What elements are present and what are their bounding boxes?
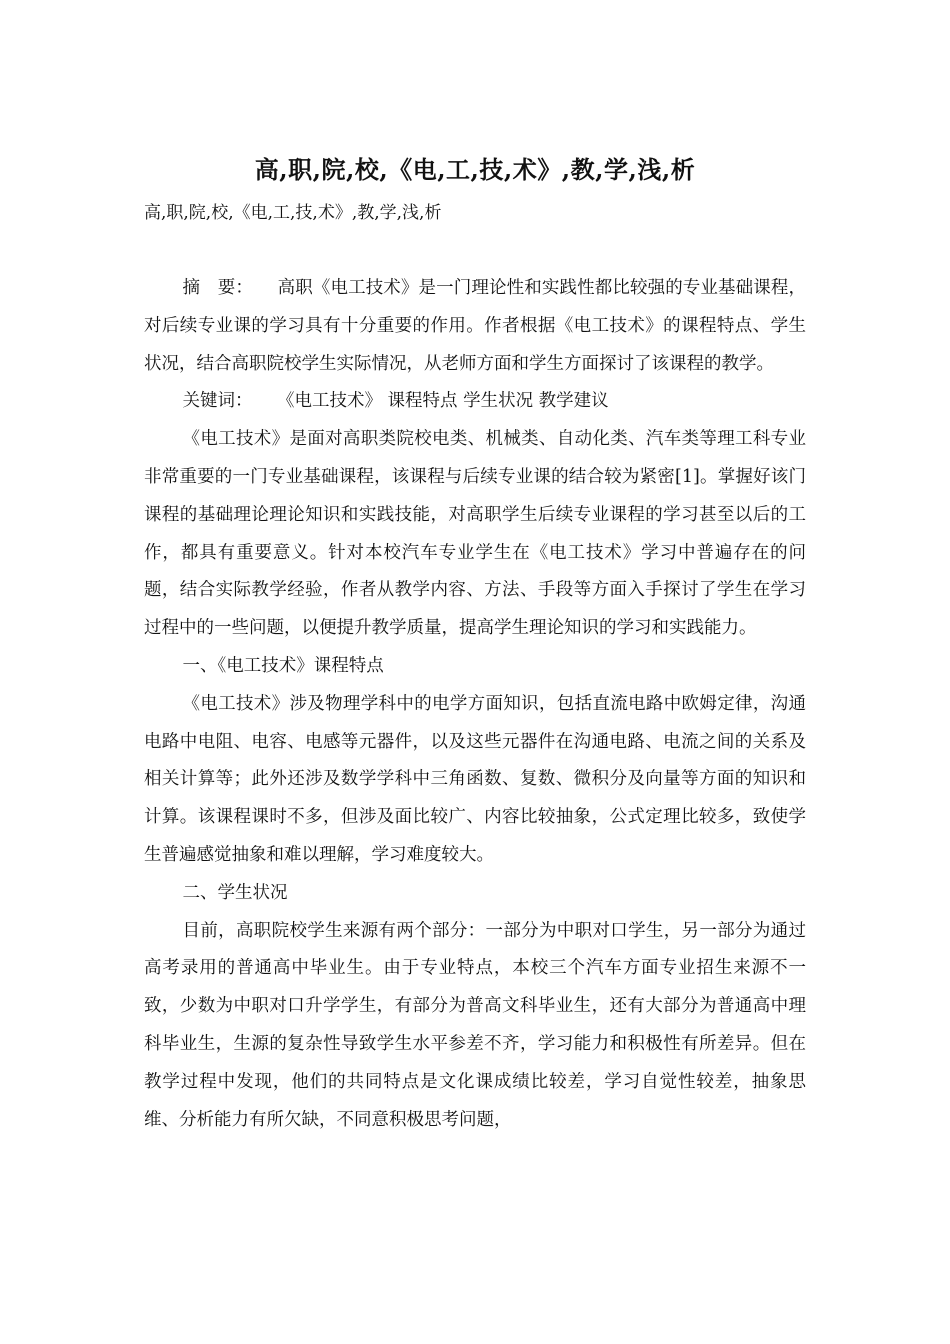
- section1-paragraph: 《电工技术》涉及物理学科中的电学方面知识，包括直流电路中欧姆定律，沟通电路中电阻、电容、电感等元器件，以及这些元器件在沟通电路、电流之间的关系及相关计算等；此外还涉及数学学科中三角函数、复数、微积分及向量等方面的知识和计算。该课程课时不多，但涉及面比较广、内容比较抽象，公式定理比较多，致使学生普遍感觉抽象和难以理解，学习难度较大。: [144, 693, 806, 865]
- section2-paragraph: 目前，高职院校学生来源有两个部分：一部分为中职对口学生，另一部分为通过高考录用的普通高中毕业生。由于专业特点，本校三个汽车方面专业招生来源不一致，少数为中职对口升学学生，有部分为普高文科毕业生，还有大部分为普通高中理科毕业生，生源的复杂性导致学生水平参差不齐，学习能力和积极性有所差异。但在教学过程中发现，他们的共同特点是文化课成绩比较差，学习自觉性较差，抽象思维、分析能力有所欠缺，不同意积极思考问题，: [144, 920, 806, 1130]
- intro-paragraph: 《电工技术》是面对高职类院校电类、机械类、自动化类、汽车类等理工科专业非常重要的一门专业基础课程，该课程与后续专业课的结合较为紧密[1]。掌握好该门课程的基础理论理论知识和实践技能，对高职学生后续专业课程的学习甚至以后的工作，都具有重要意义。针对本校汽车专业学生在《电工技术》学习中普遍存在的问题，结合实际教学经验，作者从教学内容、方法、手段等方面入手探讨了学生在学习过程中的一些问题，以便提升教学质量，提高学生理论知识的学习和实践能力。: [144, 429, 806, 639]
- keywords-paragraph: [144, 383, 806, 421]
- section2-heading: 二、学生状况: [182, 882, 288, 903]
- document-title: 高,职,院,校,《电,工,技,术》,教,学,浅,析: [254, 155, 696, 184]
- keywords-text: 《电工技术》 课程特点 学生状况 教学建议: [277, 391, 609, 412]
- document-subtitle: 高,职,院,校,《电,工,技,术》,教,学,浅,析: [144, 203, 442, 223]
- keywords-label: 关键词：: [182, 391, 253, 412]
- section1-heading: 一、《电工技术》课程特点: [182, 655, 384, 676]
- document-body: [144, 270, 806, 1139]
- abstract-paragraph: [144, 270, 806, 383]
- abstract-text: 高职《电工技术》是一门理论性和实践性都比较强的专业基础课程，对后续专业课的学习具有十分重要的作用。作者根据《电工技术》的课程特点、学生状况，结合高职院校学生实际情况，从老师方面和学生方面探讨了该课程的教学。: [144, 278, 807, 374]
- abstract-label: 摘 要：: [182, 278, 253, 298]
